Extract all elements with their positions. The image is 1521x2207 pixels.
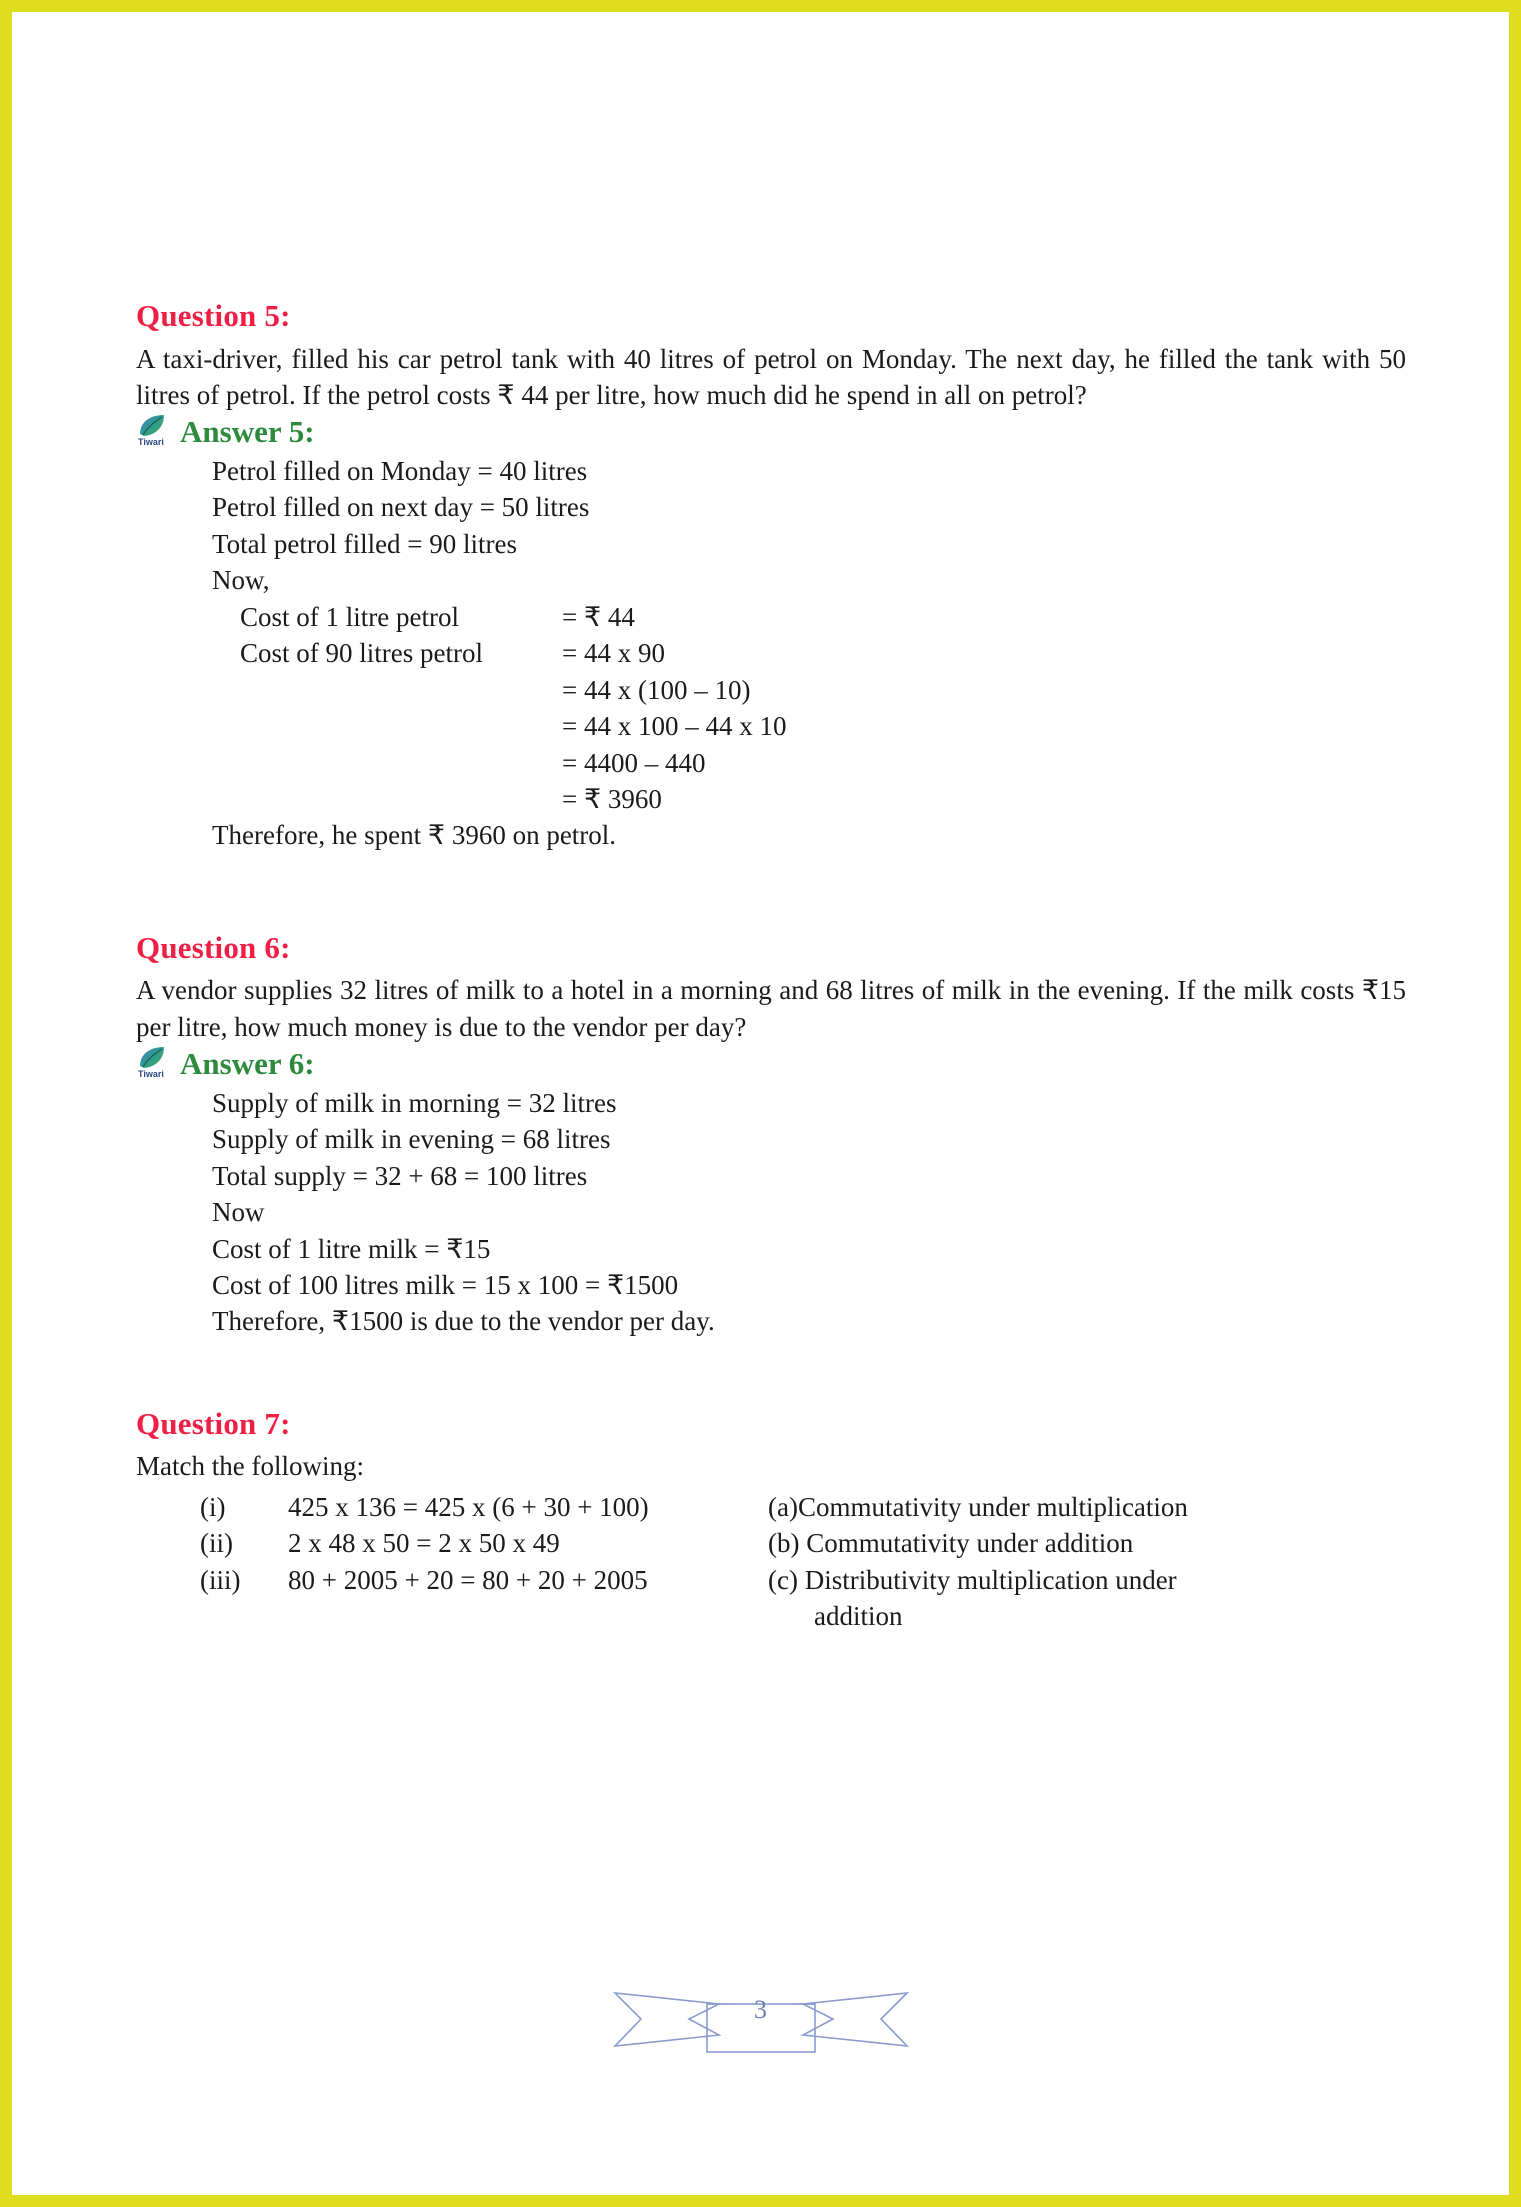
calc-lhs [240,672,562,708]
answer-6-heading: Answer 6: [180,1045,315,1081]
match-row-expression: 425 x 136 = 425 x (6 + 30 + 100) [288,1491,649,1522]
answer-6-heading-row [136,1047,1416,1081]
match-row-number-spacer [200,1598,288,1634]
answer-5-calculation [136,599,1416,818]
question-5-body: A taxi-driver, filled his car petrol tank with 40 litres of petrol on Monday. The next day, he filled the tank with 50 litres of petrol. If the petrol costs ₹ 44 per litre, how much did he spend in all on petrol? [136,343,1406,410]
question-5-heading: Question 5: [136,298,291,333]
answer-line: Cost of 1 litre milk = ₹15 [212,1233,491,1264]
question-block-6 [136,930,1416,1340]
question-6-body: A vendor supplies 32 litres of milk to a hotel in a morning and 68 litres of milk in the evening. If the milk costs ₹15 per litre, how much money is due to the vendor per day? [136,975,1406,1042]
calc-rhs: = 44 x (100 – 10) [562,674,751,705]
calc-rhs: = 4400 – 440 [562,747,706,778]
calc-row [212,672,1416,708]
answer-line: Cost of 100 litres milk = 15 x 100 = ₹1500 [212,1270,679,1301]
answer-line: Supply of milk in evening = 68 litres [212,1124,611,1155]
answer-5-conclusion: Therefore, he spent ₹ 3960 on petrol. [212,820,617,851]
calc-lhs [240,708,562,744]
section-spacer [136,854,1416,930]
answer-line: Now, [212,565,270,596]
svg-text:Tiwari: Tiwari [138,1068,164,1079]
match-row-option-wrap: addition [814,1600,903,1631]
answer-line: Supply of milk in morning = 32 litres [212,1087,617,1118]
question-block-7 [136,1406,1416,1635]
document-content [136,298,1416,1634]
answer-line: Petrol filled on next day = 50 litres [212,492,590,523]
calc-row [212,745,1416,781]
match-row [200,1489,1416,1525]
answer-line: Total petrol filled = 90 litres [212,528,518,559]
answer-6-lines [136,1085,1416,1340]
answer-5-conclusion-block [136,817,1416,853]
calc-rhs: = 44 x 100 – 44 x 10 [562,711,787,742]
match-the-following-table [136,1489,1416,1635]
calc-lhs [240,745,562,781]
answer-6-conclusion: Therefore, ₹1500 is due to the vendor per day. [212,1306,715,1337]
page-number: 3 [754,1995,767,2024]
question-6-heading: Question 6: [136,929,291,965]
calc-row [212,599,1416,635]
answer-line: Now [212,1197,265,1228]
calc-lhs [240,781,562,817]
answer-5-lines [136,453,1416,599]
match-row-continuation [200,1598,1416,1634]
match-row [200,1525,1416,1561]
match-row [200,1562,1416,1598]
calc-lhs: Cost of 90 litres petrol [240,638,483,669]
calc-lhs: Cost of 1 litre petrol [240,601,459,632]
calc-rhs: = 44 x 90 [562,638,665,669]
section-spacer [136,1340,1416,1406]
svg-text:Tiwari: Tiwari [138,437,164,448]
match-row-expression-spacer [288,1598,768,1634]
match-row-option: (a)Commutativity under multiplication [768,1491,1188,1522]
answer-5-heading: Answer 5: [180,413,315,449]
match-row-expression: 2 x 48 x 50 = 2 x 50 x 49 [288,1528,560,1559]
question-7-heading: Question 7: [136,1405,291,1441]
match-row-option: (b) Commutativity under addition [768,1528,1134,1559]
match-row-number: (ii) [200,1528,233,1559]
answer-5-heading-row [136,415,1416,449]
page-sheet [12,12,1509,2195]
match-row-number: (iii) [200,1564,241,1595]
match-row-expression: 80 + 2005 + 20 = 80 + 20 + 2005 [288,1564,648,1595]
calc-rhs: = ₹ 44 [562,601,635,632]
match-row-option: (c) Distributivity multiplication under [768,1564,1177,1595]
match-row-number: (i) [200,1491,226,1522]
calc-rhs: = ₹ 3960 [562,783,662,814]
calc-row [212,635,1416,671]
calc-row [212,781,1416,817]
question-block-5 [136,298,1416,854]
answer-line: Petrol filled on Monday = 40 litres [212,456,588,487]
tiwari-leaf-logo-icon [136,413,176,447]
question-7-body: Match the following: [136,1451,364,1482]
calc-row [212,708,1416,744]
answer-line: Total supply = 32 + 68 = 100 litres [212,1160,588,1191]
tiwari-leaf-logo-icon [136,1045,176,1079]
